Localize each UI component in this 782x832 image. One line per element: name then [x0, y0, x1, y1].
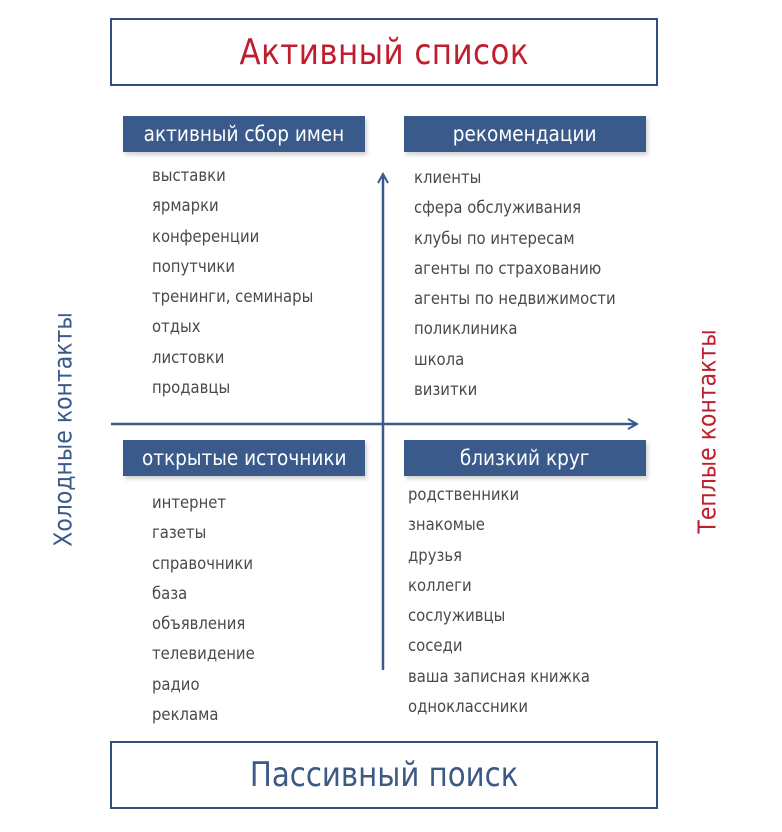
header-text: открытые источники: [141, 446, 347, 470]
list-item: база: [152, 583, 188, 603]
list-item: ваша записная книжка: [408, 666, 591, 686]
list-item: радио: [152, 674, 200, 694]
list-item: продавцы: [152, 378, 231, 398]
list-close-circle: [408, 480, 610, 722]
list-item: сфера обслуживания: [414, 198, 582, 218]
list-item: агенты по недвижимости: [414, 289, 616, 309]
list-active-name-collection: [152, 161, 331, 403]
list-item: конференции: [152, 226, 260, 246]
list-item: знакомые: [408, 515, 485, 535]
list-item: школа: [414, 349, 465, 369]
list-item: газеты: [152, 523, 207, 543]
list-item: интернет: [152, 493, 227, 512]
list-item: телевидение: [152, 644, 255, 664]
cold-contacts-label: Холодные контакты: [48, 312, 78, 547]
list-item: коллеги: [408, 575, 472, 595]
list-item: визитки: [414, 380, 478, 400]
title-active-list: Активный список: [239, 31, 529, 73]
list-item: друзья: [408, 545, 463, 565]
list-item: поликлиника: [414, 319, 518, 339]
header-close-circle: [404, 440, 646, 476]
passive-search-box: [110, 741, 658, 809]
header-active-name-collection: [123, 116, 365, 152]
list-item: сослуживцы: [408, 606, 506, 626]
list-item: соседи: [408, 636, 463, 656]
header-recommendations: [404, 116, 646, 152]
list-item: попутчики: [152, 256, 235, 276]
list-item: отдых: [152, 317, 201, 337]
header-text: близкий круг: [460, 446, 590, 470]
list-item: справочники: [152, 553, 253, 573]
list-item: родственники: [408, 485, 520, 504]
title-passive-search: Пассивный поиск: [249, 755, 519, 795]
list-open-sources: [152, 488, 266, 730]
list-item: одноклассники: [408, 697, 529, 717]
list-item: объявления: [152, 614, 246, 634]
list-item: агенты по страхованию: [414, 258, 602, 278]
list-item: клиенты: [414, 168, 482, 187]
list-item: тренинги, семинары: [152, 287, 314, 307]
header-text: активный сбор имен: [143, 122, 345, 146]
list-item: выставки: [152, 166, 226, 185]
list-recommendations: [414, 163, 638, 405]
header-text: рекомендации: [453, 122, 597, 146]
active-list-box: [110, 18, 658, 86]
list-item: клубы по интересам: [414, 228, 575, 248]
list-item: листовки: [152, 347, 225, 367]
list-item: ярмарки: [152, 196, 219, 216]
list-item: реклама: [152, 705, 219, 725]
warm-contacts-label: Теплые контакты: [692, 329, 722, 534]
header-open-sources: [123, 440, 365, 476]
